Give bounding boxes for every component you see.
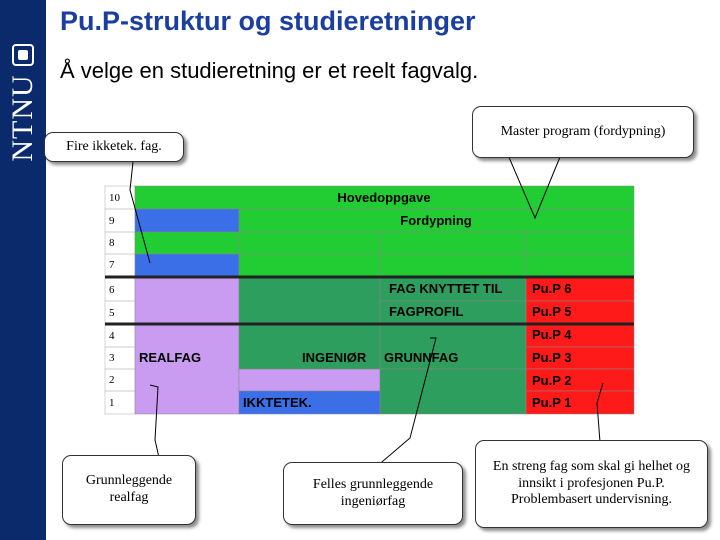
label-ikketetek: IKKTETEK. xyxy=(243,395,312,410)
label-fagprofil: FAGPROFIL xyxy=(389,304,464,319)
row-number: 4 xyxy=(109,330,115,342)
row-number: 1 xyxy=(109,397,115,409)
callout-master: Master program (fordypning) xyxy=(472,106,694,158)
label-fordypning: Fordypning xyxy=(400,213,472,228)
label-grunnfag: GRUNNFAG xyxy=(384,350,459,365)
label-hovedoppgave: Hovedoppgave xyxy=(337,190,431,205)
label-realfag: REALFAG xyxy=(139,350,202,365)
label-pup-5: Pu.P 5 xyxy=(532,304,572,319)
label-pup-1: Pu.P 1 xyxy=(532,395,572,410)
label-fag-knyttet: FAG KNYTTET TIL xyxy=(389,281,503,296)
ntnu-logo-text: NTNU xyxy=(6,74,39,162)
row-number: 9 xyxy=(109,215,115,227)
label-ingenior: INGENIØR xyxy=(302,350,367,365)
label-pup-4: Pu.P 4 xyxy=(532,327,572,342)
row-number: 5 xyxy=(109,307,115,319)
slide-title: Pu.P-struktur og studieretninger xyxy=(60,6,476,36)
callout-grunnleggende: Grunnleggende realfag xyxy=(62,455,196,525)
label-pup-2: Pu.P 2 xyxy=(532,373,572,388)
label-pup-6: Pu.P 6 xyxy=(532,281,572,296)
row-number: 6 xyxy=(109,284,115,296)
row-number: 10 xyxy=(109,192,120,204)
row-number: 8 xyxy=(109,237,115,249)
callout-streng: En streng fag som skal gi helhet og innsikt i profesjonen Pu.P. Problembasert undervisning. xyxy=(475,440,708,528)
row-number: 3 xyxy=(109,352,115,364)
callout-fire-ikketek: Fire ikketek. fag. xyxy=(44,132,184,162)
slide-subtitle: Å velge en studieretning er et reelt fagvalg. xyxy=(60,58,479,83)
callout-felles: Felles grunnleggende ingeniørfag xyxy=(283,462,463,525)
row-number: 7 xyxy=(109,259,115,271)
label-pup-3: Pu.P 3 xyxy=(532,350,572,365)
row-number: 2 xyxy=(109,374,115,386)
